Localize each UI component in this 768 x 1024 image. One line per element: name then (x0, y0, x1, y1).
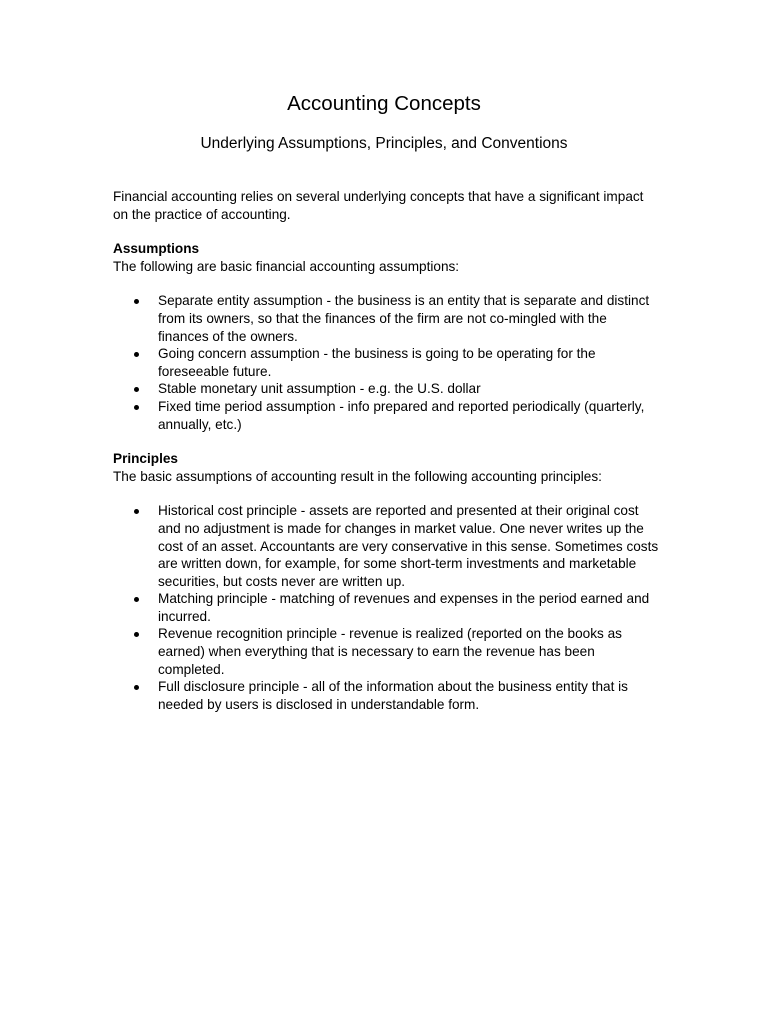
document-title: Accounting Concepts (287, 92, 481, 115)
section-principles (113, 450, 661, 713)
list-item (113, 345, 661, 380)
list-item-text: Going concern assumption - the business is going to be operating for the foreseeable future. (158, 346, 596, 379)
list-item (113, 292, 661, 345)
document-subtitle: Underlying Assumptions, Principles, and Conventions (200, 135, 568, 152)
bullet-icon (134, 509, 139, 514)
list-item (113, 398, 661, 433)
list-item-text: Historical cost principle - assets are reported and presented at their original cost and no adjustment is made for changes in market value. One never writes up the cost of an asset. Accountants are very conservative in this sense. Sometimes costs are written down, for example, for some short-term investments and marketable securities, but costs never are written up. (158, 503, 659, 589)
bullet-icon (134, 299, 139, 304)
document-body (113, 188, 661, 730)
list-item (113, 625, 661, 678)
list-item (113, 678, 661, 713)
list-item-text: Stable monetary unit assumption - e.g. the U.S. dollar (158, 381, 481, 397)
section-lead: The following are basic financial accounting assumptions: (113, 258, 460, 274)
principles-list (113, 502, 661, 713)
list-item-text: Matching principle - matching of revenues and expenses in the period earned and incurred. (158, 591, 650, 624)
bullet-icon (134, 352, 139, 357)
section-heading: Principles (113, 451, 178, 467)
list-item (113, 502, 661, 590)
intro-paragraph: Financial accounting relies on several underlying concepts that have a significant impact on the practice of accounting. (113, 189, 644, 222)
assumptions-list (113, 292, 661, 433)
list-item-text: Fixed time period assumption - info prepared and reported periodically (quarterly, annually, etc.) (158, 398, 645, 432)
bullet-icon (134, 597, 139, 602)
section-heading: Assumptions (113, 241, 200, 257)
list-item-text: Separate entity assumption - the business is an entity that is separate and distinct from its owners, so that the finances of the firm are not co-mingled with the finances of the owners. (158, 293, 650, 344)
list-item-text: Full disclosure principle - all of the information about the business entity that is needed by users is disclosed in understandable form. (158, 679, 628, 712)
section-lead: The basic assumptions of accounting result in the following accounting principles: (113, 468, 602, 484)
bullet-icon (134, 685, 139, 690)
section-assumptions (113, 240, 661, 433)
list-item (113, 380, 661, 398)
bullet-icon (134, 405, 139, 410)
bullet-icon (134, 387, 139, 392)
bullet-icon (134, 632, 139, 637)
list-item-text: Revenue recognition principle - revenue is realized (reported on the books as earned) when everything that is necessary to earn the revenue has been completed. (158, 626, 622, 677)
list-item (113, 590, 661, 625)
